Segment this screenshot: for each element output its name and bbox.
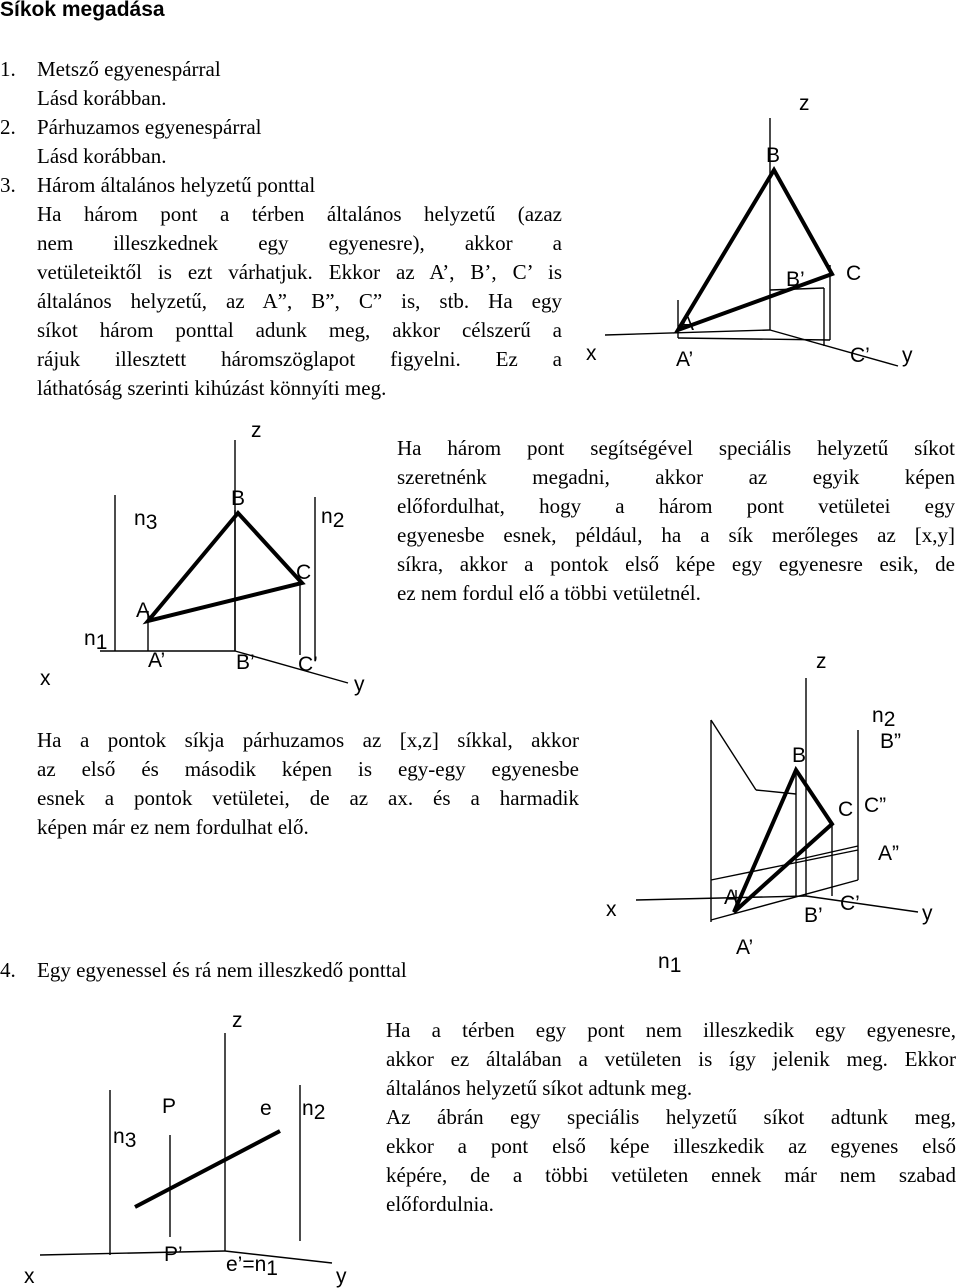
item-note: Lásd korábban. (37, 144, 167, 168)
triangle-abc (678, 170, 832, 330)
label-n2: n2 (302, 1097, 326, 1124)
b-level-line (756, 790, 796, 794)
label-n3: n3 (113, 1125, 137, 1152)
label-e: e (260, 1097, 272, 1120)
label-a-prime: A’ (148, 649, 166, 672)
label-a: A (680, 312, 695, 335)
label-a-prime: A’ (736, 936, 754, 959)
figure-general-triangle (580, 90, 940, 390)
item-number: 2. (0, 115, 16, 139)
label-n3: n3 (134, 507, 158, 534)
item-number: 4. (0, 958, 16, 982)
label-z: z (251, 419, 262, 442)
label-z: z (232, 1009, 243, 1032)
label-a-prime: A’ (676, 348, 694, 371)
label-z: z (799, 92, 810, 115)
x-axis (636, 896, 806, 900)
label-a-double-prime: A” (878, 842, 899, 865)
label-c: C (296, 561, 312, 584)
item-title: Három általános helyzetű ponttal (37, 173, 316, 197)
label-c: C (846, 262, 862, 285)
paragraph-parallel-xz: Ha a pontok síkja párhuzamos az [x,z] síkkal, akkor az első és második képen is egy-egy egyenesbe esnek a pontok vetületei, de az ax. és a harmadik képen már ez nem fordulhat elő. (37, 728, 579, 839)
label-n1: n1 (84, 627, 108, 654)
label-x: x (606, 898, 617, 921)
list-item-1 (0, 55, 560, 115)
figure-point-and-line (10, 1005, 370, 1288)
item-number: 3. (0, 173, 16, 197)
item-title: Egy egyenessel és rá nem illeszkedő ponttal (37, 958, 407, 982)
label-b: B (792, 744, 807, 767)
paragraph-special-plane: Ha három pont segítségével speciális helyzetű síkot szeretnénk megadni, akkor az egyik képen előfordulhat, hogy a három pont vetületei egy egyenesbe esnek, például, ha a sík merőleges az [x,y] síkra, akkor a pontok első képe egy egyenesre esik, de ez nem fordul elő a többi vetületnél. (397, 436, 955, 605)
triangle-abc (148, 513, 302, 621)
label-b-double-prime: B” (880, 730, 901, 753)
item-note: Lásd korábban. (37, 86, 167, 110)
label-y: y (922, 902, 933, 925)
item-title: Párhuzamos egyenespárral (37, 115, 262, 139)
label-c-prime: C’ (850, 344, 870, 367)
item-number: 1. (0, 57, 16, 81)
label-b-prime: B’ (236, 651, 255, 674)
label-c-double-prime: C” (864, 794, 887, 817)
label-c-prime: C’ (298, 653, 318, 676)
label-n1: n1 (658, 950, 682, 977)
label-y: y (354, 673, 365, 696)
figure-parallel-xz-plane (596, 650, 960, 980)
figure-special-plane (30, 415, 390, 695)
line-e (135, 1131, 280, 1207)
list-item-2 (0, 113, 560, 173)
label-c-prime: C’ (840, 892, 860, 915)
label-z: z (816, 650, 827, 673)
label-b: B (231, 487, 246, 510)
label-b-prime: B’ (804, 904, 823, 927)
x-axis (40, 1251, 225, 1255)
list-item-4 (0, 956, 560, 986)
a-projection-line (678, 338, 830, 340)
list-item-3 (0, 171, 562, 411)
page-title: Síkok megadása (0, 0, 165, 21)
label-p: P (162, 1095, 177, 1118)
label-y: y (336, 1265, 347, 1288)
label-x: x (40, 667, 51, 690)
y-axis (770, 330, 898, 366)
label-a: A (136, 599, 151, 622)
label-n2: n2 (872, 704, 896, 731)
item-title: Metsző egyenespárral (37, 57, 221, 81)
y-axis (806, 896, 918, 912)
label-x: x (586, 342, 597, 365)
label-p-prime: P’ (164, 1243, 183, 1266)
top-edge (711, 720, 756, 790)
paragraph-point-line: Ha a térben egy pont nem illeszkedik egy egyenesre, akkor ez általában a vetületen is így jelenik meg. Ekkor általános helyzetű síkot adtunk meg. Az ábrán egy speciális helyzetű síkot adtunk meg, ekkor a pont első képe illeszkedik az egyenes első képére, de a többi vetületen ennek már nem szabad előfordulnia. (386, 1018, 956, 1216)
label-y: y (902, 344, 913, 367)
label-x: x (24, 1265, 35, 1288)
label-b-prime: B’ (786, 268, 805, 291)
label-e-prime-n1: e’=n1 (226, 1253, 278, 1280)
label-n2: n2 (321, 505, 345, 532)
label-a: A (724, 886, 739, 909)
label-b: B (766, 144, 781, 167)
label-c: C (838, 798, 854, 821)
item-description: Ha három pont a térben általános helyzetű (azaz nem illeszkednek egy egyenesre), akkor a vetületeiktől is ezt várhatjuk. Ekkor az A’, B’, C’ is általános helyzetű, az A”, B”, C” is, stb. Ha egy síkot három ponttal adunk meg, akkor célszerű a rájuk illesztett háromszöglapot figyelni. Ez a láthatóság szerinti kihúzást könnyíti meg. (37, 202, 562, 400)
